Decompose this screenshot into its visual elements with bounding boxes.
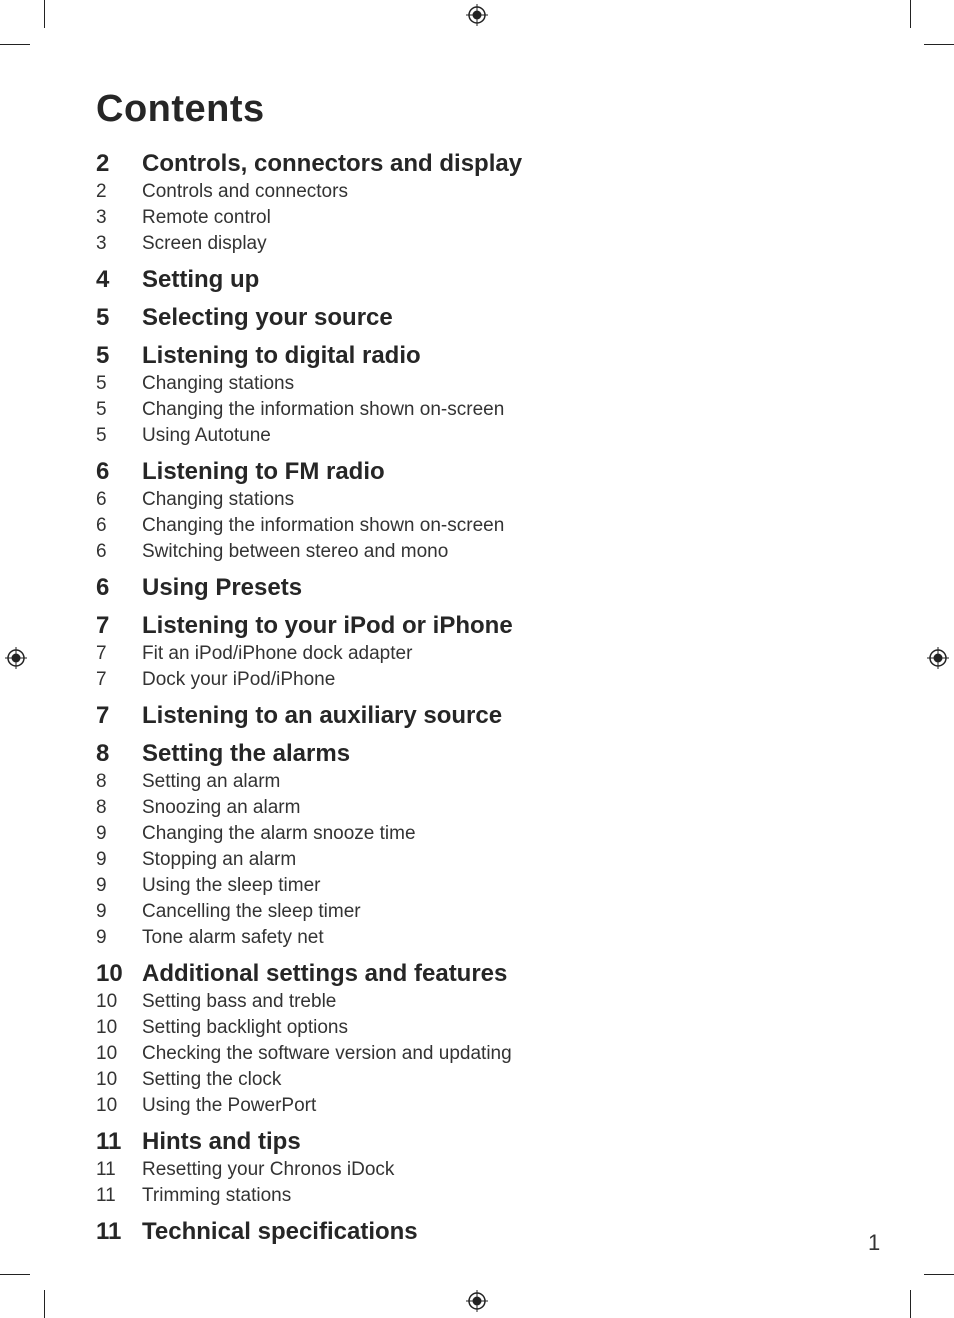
toc-section-heading: [96, 738, 796, 769]
toc-section-heading: [96, 958, 796, 989]
toc-entry-page-number: 8: [96, 771, 107, 792]
registration-mark-icon: [466, 4, 488, 26]
toc-section-heading: [96, 700, 796, 731]
toc-entry: [96, 539, 796, 565]
toc-entry-page-number: 6: [96, 489, 107, 510]
toc-section-title: Setting the alarms: [142, 740, 351, 767]
toc-entry: [96, 821, 796, 847]
toc-entry-title: Checking the software version and updating: [142, 1043, 512, 1064]
toc-entry-page-number: 6: [96, 541, 107, 562]
toc-entry-title: Snoozing an alarm: [142, 797, 301, 818]
toc-section-heading: [96, 148, 796, 179]
toc-section-page-number: 8: [96, 740, 110, 767]
toc-entry-title: Changing stations: [142, 489, 295, 510]
toc-entry-title: Stopping an alarm: [142, 849, 297, 870]
toc-entry-title: Trimming stations: [142, 1185, 292, 1206]
toc-entry-page-number: 10: [96, 1017, 118, 1038]
toc-section-page-number: 11: [96, 1218, 122, 1245]
toc-entry: [96, 989, 796, 1015]
toc-entry: [96, 205, 796, 231]
toc-entry-title: Screen display: [142, 233, 267, 254]
toc-section-page-number: 2: [96, 150, 110, 177]
toc-section: [96, 264, 796, 295]
toc-entry-page-number: 10: [96, 1069, 118, 1090]
toc-section-page-number: 5: [96, 304, 110, 331]
crop-mark: [910, 1290, 911, 1318]
toc-section-title: Listening to digital radio: [142, 342, 421, 369]
toc-entry-title: Controls and connectors: [142, 181, 348, 202]
toc-section-title: Selecting your source: [142, 304, 393, 331]
toc-entry-page-number: 10: [96, 1095, 118, 1116]
toc-entry-title: Cancelling the sleep timer: [142, 901, 361, 922]
toc-entry-page-number: 7: [96, 669, 107, 690]
crop-mark: [924, 1274, 954, 1275]
toc-entry-title: Setting the clock: [142, 1069, 282, 1090]
crop-mark: [44, 1290, 45, 1318]
toc-entry-page-number: 8: [96, 797, 107, 818]
toc-entry-title: Using the PowerPort: [142, 1095, 317, 1116]
toc-section-heading: [96, 456, 796, 487]
registration-mark-icon: [927, 647, 949, 669]
toc-entry: [96, 1183, 796, 1209]
toc-section: [96, 572, 796, 603]
toc-entry-page-number: 9: [96, 927, 107, 948]
toc-section-page-number: 10: [96, 960, 123, 987]
toc-entry-title: Changing stations: [142, 373, 295, 394]
registration-mark-icon: [5, 647, 27, 669]
toc-entry-title: Setting an alarm: [142, 771, 281, 792]
crop-mark: [0, 44, 30, 45]
toc-section-title: Listening to your iPod or iPhone: [142, 612, 513, 639]
toc-section-title: Listening to an auxiliary source: [142, 702, 503, 729]
toc-section: [96, 1126, 796, 1209]
toc-entry-page-number: 11: [96, 1159, 116, 1180]
toc-entry: [96, 667, 796, 693]
toc-entry-page-number: 5: [96, 425, 107, 446]
toc-entry: [96, 1093, 796, 1119]
toc-section-title: Technical specifications: [142, 1218, 418, 1245]
toc-entry-page-number: 3: [96, 233, 107, 254]
toc-section: [96, 456, 796, 565]
page-title: Contents: [96, 88, 265, 130]
toc-section: [96, 302, 796, 333]
toc-section-heading: [96, 610, 796, 641]
toc-entry-title: Dock your iPod/iPhone: [142, 669, 336, 690]
toc-entry: [96, 179, 796, 205]
toc-entry: [96, 899, 796, 925]
toc-entry-title: Using Autotune: [142, 425, 271, 446]
toc-entry: [96, 847, 796, 873]
toc-entry: [96, 371, 796, 397]
toc-entry-title: Changing the information shown on-screen: [142, 399, 505, 420]
toc-entry-page-number: 9: [96, 849, 107, 870]
toc-section-page-number: 11: [96, 1128, 122, 1155]
toc-section: [96, 1216, 796, 1247]
toc-entry-title: Remote control: [142, 207, 271, 228]
toc-section-title: Additional settings and features: [142, 960, 508, 987]
toc-entry: [96, 1015, 796, 1041]
toc-entry: [96, 487, 796, 513]
toc-section-heading: [96, 1126, 796, 1157]
toc-section-page-number: 7: [96, 612, 110, 639]
table-of-contents: [96, 148, 796, 1254]
toc-entry-page-number: 9: [96, 875, 107, 896]
toc-entry: [96, 873, 796, 899]
toc-entry-title: Setting bass and treble: [142, 991, 337, 1012]
toc-section-page-number: 5: [96, 342, 110, 369]
crop-mark: [910, 0, 911, 28]
toc-entry: [96, 397, 796, 423]
toc-section: [96, 958, 796, 1119]
toc-section-title: Setting up: [142, 266, 260, 293]
toc-section: [96, 610, 796, 693]
toc-entry-page-number: 5: [96, 399, 107, 420]
toc-entry: [96, 795, 796, 821]
toc-entry-page-number: 10: [96, 991, 118, 1012]
toc-section: [96, 340, 796, 449]
page-number: 1: [868, 1230, 881, 1255]
toc-entry-page-number: 9: [96, 901, 107, 922]
toc-entry: [96, 925, 796, 951]
toc-entry: [96, 641, 796, 667]
toc-entry-title: Fit an iPod/iPhone dock adapter: [142, 643, 413, 664]
toc-entry: [96, 231, 796, 257]
toc-section-heading: [96, 1216, 796, 1247]
toc-section-title: Listening to FM radio: [142, 458, 385, 485]
toc-entry: [96, 769, 796, 795]
toc-entry-title: Setting backlight options: [142, 1017, 348, 1038]
toc-entry-title: Changing the information shown on-screen: [142, 515, 505, 536]
toc-section-heading: [96, 302, 796, 333]
toc-entry-page-number: 10: [96, 1043, 118, 1064]
toc-section-title: Using Presets: [142, 574, 303, 601]
toc-section-title: Controls, connectors and display: [142, 150, 523, 177]
toc-entry-page-number: 11: [96, 1185, 116, 1206]
toc-section: [96, 148, 796, 257]
toc-section-page-number: 6: [96, 458, 110, 485]
toc-section-heading: [96, 572, 796, 603]
toc-entry-page-number: 9: [96, 823, 107, 844]
crop-mark: [924, 44, 954, 45]
crop-mark: [44, 0, 45, 28]
toc-entry-page-number: 6: [96, 515, 107, 536]
toc-section-heading: [96, 264, 796, 295]
toc-section: [96, 738, 796, 951]
toc-entry-title: Switching between stereo and mono: [142, 541, 449, 562]
toc-section-heading: [96, 340, 796, 371]
crop-mark: [0, 1274, 30, 1275]
toc-section-title: Hints and tips: [142, 1128, 301, 1155]
toc-entry-page-number: 5: [96, 373, 107, 394]
toc-section: [96, 700, 796, 731]
toc-section-page-number: 4: [96, 266, 110, 293]
toc-entry: [96, 423, 796, 449]
toc-entry-title: Resetting your Chronos iDock: [142, 1159, 395, 1180]
toc-entry-title: Using the sleep timer: [142, 875, 321, 896]
registration-mark-icon: [466, 1290, 488, 1312]
toc-entry-title: Changing the alarm snooze time: [142, 823, 416, 844]
toc-entry-title: Tone alarm safety net: [142, 927, 324, 948]
toc-entry: [96, 1157, 796, 1183]
toc-section-page-number: 6: [96, 574, 110, 601]
toc-entry-page-number: 2: [96, 181, 107, 202]
toc-entry: [96, 1041, 796, 1067]
toc-entry-page-number: 3: [96, 207, 107, 228]
toc-entry-page-number: 7: [96, 643, 107, 664]
toc-section-page-number: 7: [96, 702, 110, 729]
toc-entry: [96, 513, 796, 539]
toc-entry: [96, 1067, 796, 1093]
